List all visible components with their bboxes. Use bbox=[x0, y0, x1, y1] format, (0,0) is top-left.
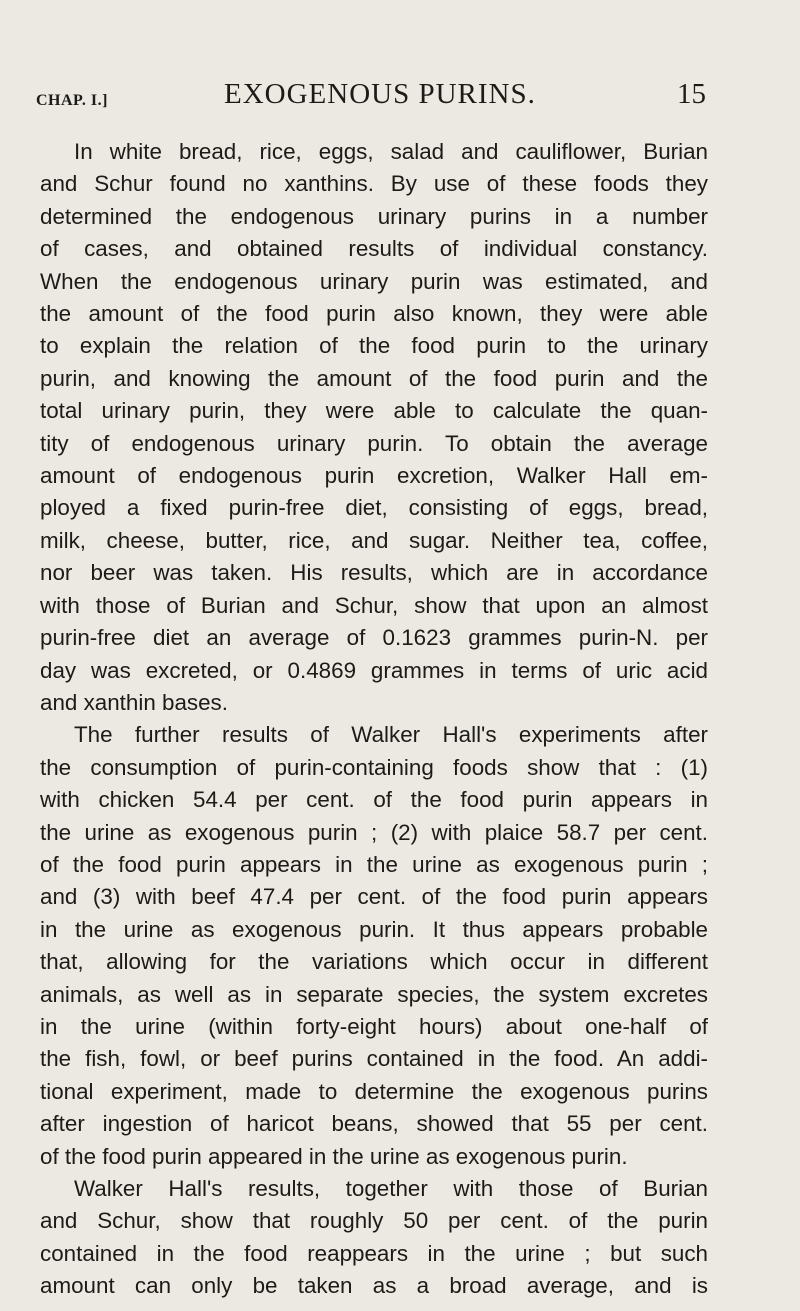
text-line: the fish, fowl, or beef purins contained in the food. An addi- bbox=[40, 1046, 708, 1072]
text-line: In white bread, rice, eggs, salad and cauliflower, Burian bbox=[74, 139, 708, 164]
text-line: amount can only be taken as a broad average, and is bbox=[40, 1273, 708, 1299]
chapter-reference: CHAP. I.] bbox=[36, 92, 108, 109]
text-line: tity of endogenous urinary purin. To obtain the average bbox=[40, 430, 708, 456]
text-line: with chicken 54.4 per cent. of the food purin appears in bbox=[40, 787, 708, 813]
text-line: total urinary purin, they were able to calculate the quan- bbox=[40, 398, 708, 424]
text-line: and Schur, show that roughly 50 per cent. of the purin bbox=[40, 1208, 708, 1234]
text-line: and xanthin bases. bbox=[40, 689, 228, 715]
text-line: milk, cheese, butter, rice, and sugar. Neither tea, coffee, bbox=[40, 527, 708, 553]
text-line: purin-free diet an average of 0.1623 grammes purin-N. per bbox=[40, 625, 708, 651]
text-line: in the urine (within forty-eight hours) about one-half of bbox=[40, 1013, 708, 1039]
text-line: tional experiment, made to determine the exogenous purins bbox=[40, 1078, 708, 1104]
text-line: the amount of the food purin also known, they were able bbox=[40, 301, 708, 327]
text-line: determined the endogenous urinary purins in a number bbox=[40, 203, 708, 229]
text-line: purin, and knowing the amount of the food purin and the bbox=[40, 365, 708, 391]
text-line: and Schur found no xanthins. By use of these foods they bbox=[40, 171, 708, 197]
text-line: contained in the food reappears in the urine ; but such bbox=[40, 1240, 708, 1266]
text-line: The further results of Walker Hall's experiments after bbox=[74, 722, 708, 748]
text-line: of the food purin appeared in the urine as exogenous purin. bbox=[40, 1143, 628, 1169]
text-line: amount of endogenous purin excretion, Walker Hall em- bbox=[40, 463, 708, 489]
body-text bbox=[40, 136, 708, 1303]
page-number: 15 bbox=[677, 78, 706, 110]
text-line: nor beer was taken. His results, which are in accordance bbox=[40, 560, 708, 586]
text-line: in the urine as exogenous purin. It thus appears probable bbox=[40, 916, 708, 942]
text-line: When the endogenous urinary purin was estimated, and bbox=[40, 268, 708, 294]
running-head bbox=[36, 78, 706, 118]
text-line: ployed a fixed purin-free diet, consisting of eggs, bread, bbox=[40, 495, 708, 521]
text-line: the consumption of purin-containing foods show that : (1) bbox=[40, 754, 708, 780]
text-line: Walker Hall's results, together with those of Burian bbox=[74, 1176, 708, 1201]
text-line: animals, as well as in separate species, the system excretes bbox=[40, 981, 708, 1007]
text-line: day was excreted, or 0.4869 grammes in terms of uric acid bbox=[40, 657, 708, 683]
page-title: EXOGENOUS PURINS. bbox=[224, 78, 536, 110]
text-line: the urine as exogenous purin ; (2) with plaice 58.7 per cent. bbox=[40, 819, 708, 845]
text-line: of cases, and obtained results of individual constancy. bbox=[40, 236, 708, 262]
text-line: and (3) with beef 47.4 per cent. of the food purin appears bbox=[40, 884, 708, 910]
text-line: after ingestion of haricot beans, showed that 55 per cent. bbox=[40, 1111, 708, 1137]
text-line: to explain the relation of the food purin to the urinary bbox=[40, 333, 708, 359]
text-line: with those of Burian and Schur, show that upon an almost bbox=[40, 592, 708, 618]
text-line: of the food purin appears in the urine as exogenous purin ; bbox=[40, 851, 708, 877]
text-line: that, allowing for the variations which occur in different bbox=[40, 949, 708, 975]
